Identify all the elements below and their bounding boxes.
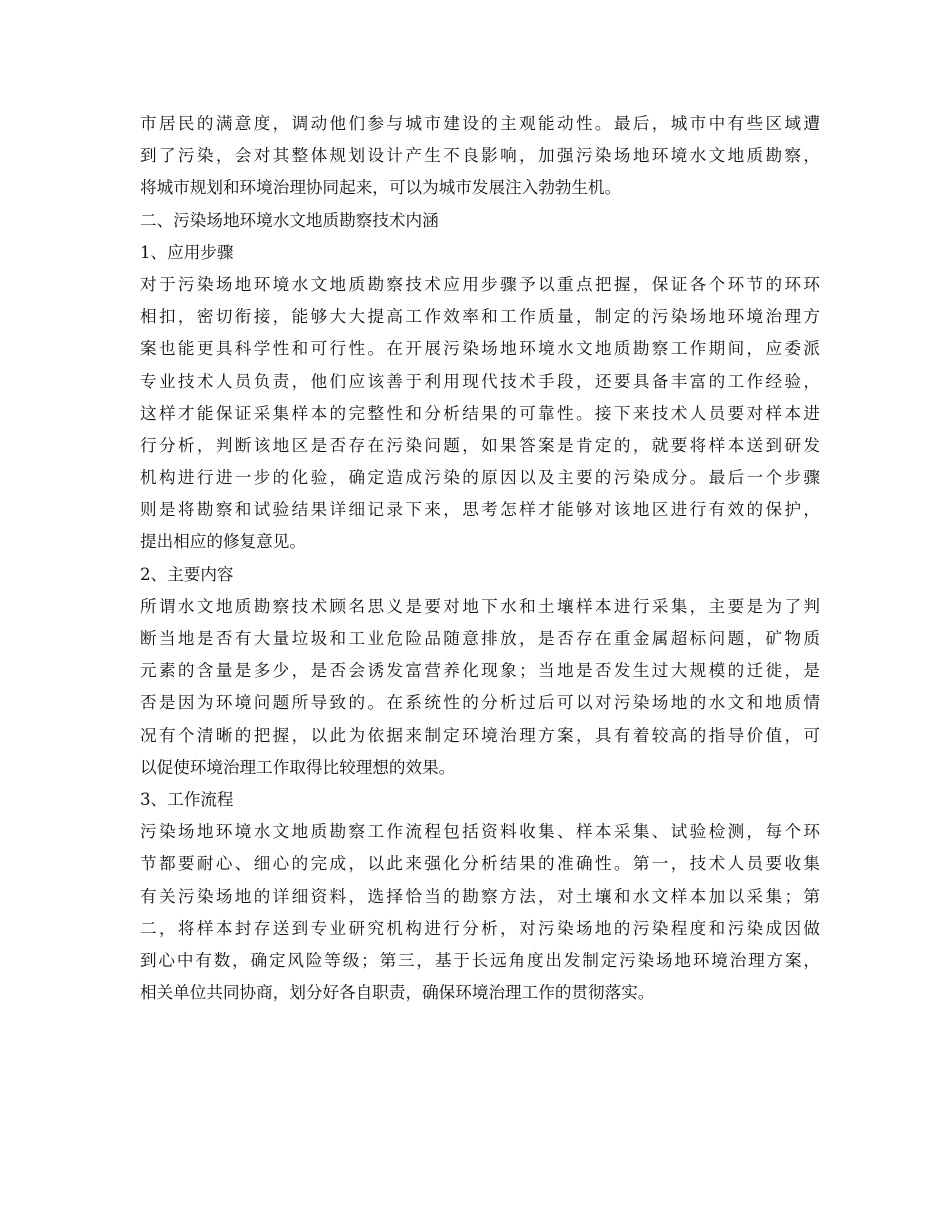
- text-line: 相扣，密切衔接，能够大大提高工作效率和工作质量，制定的污染场地环境治理方: [140, 307, 820, 327]
- text-line: 这样才能保证采集样本的完整性和分析结果的可靠性。接下来技术人员要对样本进: [140, 403, 820, 423]
- text-line: 将城市规划和环境治理协同起来，可以为城市发展注入勃勃生机。: [140, 178, 622, 198]
- text-line: 污染场地环境水文地质勘察工作流程包括资料收集、样本采集、试验检测，每个环: [140, 822, 820, 842]
- text-line: 况有个清晰的把握，以此为依据来制定环境治理方案，具有着较高的指导价值，可: [140, 725, 820, 745]
- paragraph: [140, 816, 820, 1009]
- subsection-heading: 3、工作流程: [140, 789, 234, 809]
- text-line: 以促使环境治理工作取得比较理想的效果。: [140, 757, 456, 777]
- text-line: 二，将样本封存送到专业研究机构进行分析，对污染场地的污染程度和污染成因做: [140, 918, 820, 938]
- text-line: 所谓水文地质勘察技术顾名思义是要对地下水和土壤样本进行采集，主要是为了判: [140, 596, 820, 616]
- text-line: 提出相应的修复意见。: [140, 532, 306, 552]
- text-line: 节都要耐心、细心的完成，以此来强化分析结果的准确性。第一，技术人员要收集: [140, 854, 820, 874]
- text-line: 否是因为环境问题所导致的。在系统性的分析过后可以对污染场地的水文和地质情: [140, 693, 820, 713]
- subsection-heading: 2、主要内容: [140, 564, 234, 584]
- text-line: 专业技术人员负责，他们应该善于利用现代技术手段，还要具备丰富的工作经验，: [140, 371, 820, 391]
- text-line: 则是将勘察和试验结果详细记录下来，思考怎样才能够对该地区进行有效的保护，: [140, 500, 820, 520]
- subsection-heading: 1、应用步骤: [140, 242, 234, 262]
- paragraph: [140, 591, 820, 784]
- text-line: 元素的含量是多少，是否会诱发富营养化现象；当地是否发生过大规模的迁徙，是: [140, 661, 820, 681]
- text-line: 案也能更具科学性和可行性。在开展污染场地环境水文地质勘察工作期间，应委派: [140, 339, 820, 359]
- text-line: 行分析，判断该地区是否存在污染问题，如果答案是肯定的，就要将样本送到研发: [140, 435, 820, 455]
- text-line: 到心中有数，确定风险等级；第三，基于长远角度出发制定污染场地环境治理方案，: [140, 950, 820, 970]
- text-line: 有关污染场地的详细资料，选择恰当的勘察方法，对土壤和水文样本加以采集；第: [140, 886, 820, 906]
- paragraph: [140, 269, 820, 559]
- text-line: 到了污染，会对其整体规划设计产生不良影响，加强污染场地环境水文地质勘察，: [140, 146, 820, 166]
- text-line: 市居民的满意度，调动他们参与城市建设的主观能动性。最后，城市中有些区域遭: [140, 114, 820, 133]
- document-page: [140, 108, 820, 1009]
- text-line: 相关单位共同协商，划分好各自职责，确保环境治理工作的贯彻落实。: [140, 983, 655, 1003]
- text-line: 断当地是否有大量垃圾和工业危险品随意排放，是否存在重金属超标问题，矿物质: [140, 629, 820, 648]
- text-line: 对于污染场地环境水文地质勘察技术应用步骤予以重点把握，保证各个环节的环环: [140, 274, 820, 294]
- text-line: 机构进行进一步的化验，确定造成污染的原因以及主要的污染成分。最后一个步骤: [140, 468, 820, 488]
- paragraph: [140, 108, 820, 205]
- section-heading: 二、污染场地环境水文地质勘察技术内涵: [140, 210, 439, 230]
